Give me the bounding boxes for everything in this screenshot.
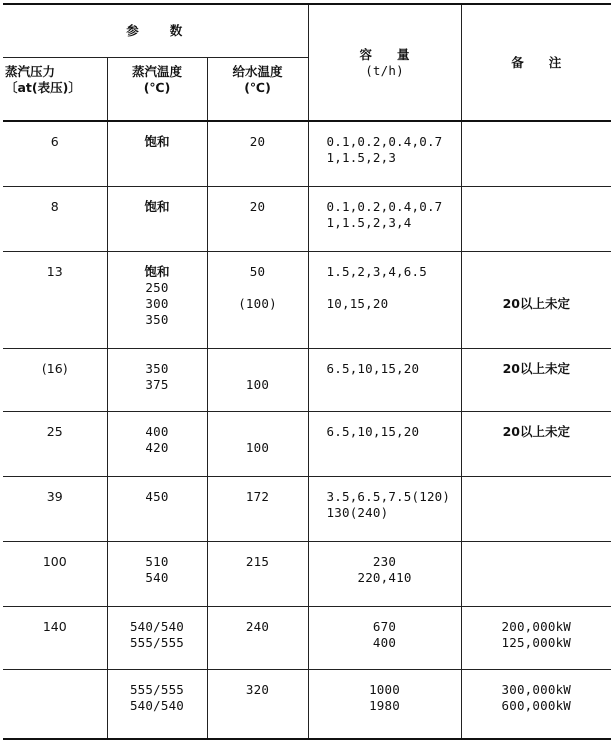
cell-line	[208, 424, 308, 440]
remarks-header: 备 注	[461, 4, 611, 121]
cell-line: 饱和	[144, 264, 170, 279]
cell-line: 10,15,20	[326, 296, 389, 311]
capacity-title: 容 量	[359, 46, 410, 62]
cell-line: 400	[372, 635, 397, 650]
table-row	[3, 252, 611, 349]
cell-steam-temp	[107, 349, 207, 412]
cell-pressure	[3, 607, 107, 670]
cell-line: 250	[145, 280, 169, 295]
cell-line: (100)	[238, 296, 277, 311]
cell-line: 饱和	[144, 134, 170, 149]
cell-line: 540	[145, 570, 169, 585]
table-row	[3, 670, 611, 740]
cell-capacity	[308, 477, 461, 542]
cell-line: 20以上未定	[502, 296, 570, 311]
cell-steam-temp	[107, 412, 207, 477]
cell-remark	[461, 412, 611, 477]
cell-line: 670	[372, 619, 397, 634]
col-header-pressure: 蒸汽压力 〔at(表压)〕	[3, 58, 107, 122]
cell-line: 510	[145, 554, 169, 569]
cell-line: 20以上未定	[502, 361, 570, 376]
cell-line: 50	[249, 264, 266, 279]
cell-line: 320	[245, 682, 270, 697]
cell-pressure	[3, 187, 107, 252]
cell-capacity	[308, 607, 461, 670]
cell-pressure	[3, 349, 107, 412]
cell-feed-temp	[207, 252, 308, 349]
cell-line: 215	[245, 554, 270, 569]
table-row	[3, 607, 611, 670]
cell-pressure	[3, 477, 107, 542]
cell-line: 130(240)	[326, 505, 389, 520]
cell-line: 540/540	[129, 698, 185, 713]
cell-steam-temp	[107, 542, 207, 607]
cell-line: 1980	[369, 698, 400, 713]
cell-feed-temp	[207, 349, 308, 412]
cell-feed-temp	[207, 542, 308, 607]
cell-steam-temp	[107, 121, 207, 187]
cell-line: 300,000kW	[501, 682, 572, 697]
cell-line: 125,000kW	[501, 635, 572, 650]
cell-remark	[461, 477, 611, 542]
cell-line: 1000	[369, 682, 400, 697]
cell-remark	[461, 670, 611, 740]
cell-line: 375	[145, 377, 169, 392]
capacity-header	[308, 4, 461, 121]
cell-line: 6.5,10,15,20	[326, 361, 420, 376]
cell-steam-temp	[107, 187, 207, 252]
cell-line: 172	[245, 489, 270, 504]
cell-line: 100	[245, 440, 270, 455]
cell-line: 300	[145, 296, 169, 311]
cell-line: 1,1.5,2,3,4	[326, 215, 412, 230]
cell-line: 100	[42, 554, 67, 569]
cell-capacity	[308, 670, 461, 740]
cell-feed-temp	[207, 121, 308, 187]
cell-line: 555/555	[129, 682, 185, 697]
table-row	[3, 477, 611, 542]
cell-pressure	[3, 121, 107, 187]
cell-feed-temp	[207, 670, 308, 740]
cell-capacity	[308, 187, 461, 252]
cell-pressure	[3, 542, 107, 607]
cell-line: 20	[249, 199, 266, 214]
cell-line: 6	[50, 134, 59, 149]
cell-remark	[461, 349, 611, 412]
cell-pressure	[3, 252, 107, 349]
cell-line	[462, 264, 612, 280]
cell-remark	[461, 607, 611, 670]
table-row	[3, 349, 611, 412]
cell-line: 25	[46, 424, 63, 439]
cell-line: 600,000kW	[501, 698, 572, 713]
col-header-feed-temp: 给水温度 (℃)	[207, 58, 308, 122]
cell-line: 0.1,0.2,0.4,0.7	[326, 134, 443, 149]
cell-line: 20	[249, 134, 266, 149]
cell-line: 240	[245, 619, 270, 634]
cell-line: 饱和	[144, 199, 170, 214]
cell-pressure	[3, 412, 107, 477]
table-row	[3, 187, 611, 252]
cell-remark	[461, 252, 611, 349]
cell-remark	[461, 187, 611, 252]
cell-feed-temp	[207, 187, 308, 252]
cell-line: 555/555	[129, 635, 185, 650]
cell-line: 230	[372, 554, 397, 569]
cell-line: 220,410	[357, 570, 412, 585]
cell-line: 6.5,10,15,20	[326, 424, 420, 439]
cell-line: 540/540	[129, 619, 185, 634]
cell-line: 450	[145, 489, 169, 504]
cell-feed-temp	[207, 477, 308, 542]
cell-line	[208, 361, 308, 377]
cell-line	[462, 280, 612, 296]
cell-line: 140	[42, 619, 67, 634]
cell-remark	[461, 121, 611, 187]
cell-line: 13	[46, 264, 63, 279]
cell-capacity	[308, 349, 461, 412]
cell-pressure	[3, 670, 107, 740]
boiler-parameter-table	[3, 3, 611, 740]
table-row	[3, 542, 611, 607]
cell-line: 420	[145, 440, 169, 455]
cell-line: 8	[50, 199, 59, 214]
params-group-header: 参 数	[3, 4, 308, 58]
cell-capacity	[308, 121, 461, 187]
cell-line: 3.5,6.5,7.5(120)	[326, 489, 451, 504]
cell-steam-temp	[107, 607, 207, 670]
cell-line: 200,000kW	[501, 619, 572, 634]
cell-capacity	[308, 542, 461, 607]
col-header-steam-temp: 蒸汽温度 (℃)	[107, 58, 207, 122]
cell-capacity	[308, 252, 461, 349]
cell-steam-temp	[107, 477, 207, 542]
cell-steam-temp	[107, 670, 207, 740]
cell-steam-temp	[107, 252, 207, 349]
cell-line: 100	[245, 377, 270, 392]
cell-capacity	[308, 412, 461, 477]
capacity-unit: (t/h)	[365, 62, 404, 78]
cell-line: 39	[46, 489, 63, 504]
cell-line: 1.5,2,3,4,6.5	[326, 264, 427, 279]
cell-feed-temp	[207, 607, 308, 670]
cell-line: 1,1.5,2,3	[326, 150, 397, 165]
cell-feed-temp	[207, 412, 308, 477]
cell-line	[327, 280, 461, 296]
cell-line: 20以上未定	[502, 424, 570, 439]
cell-remark	[461, 542, 611, 607]
cell-line: 350	[145, 361, 169, 376]
cell-line: (16)	[41, 361, 68, 376]
cell-line: 0.1,0.2,0.4,0.7	[326, 199, 443, 214]
cell-line: 400	[145, 424, 169, 439]
table-row	[3, 412, 611, 477]
table-row	[3, 121, 611, 187]
cell-line	[208, 280, 308, 296]
cell-line: 350	[145, 312, 169, 327]
